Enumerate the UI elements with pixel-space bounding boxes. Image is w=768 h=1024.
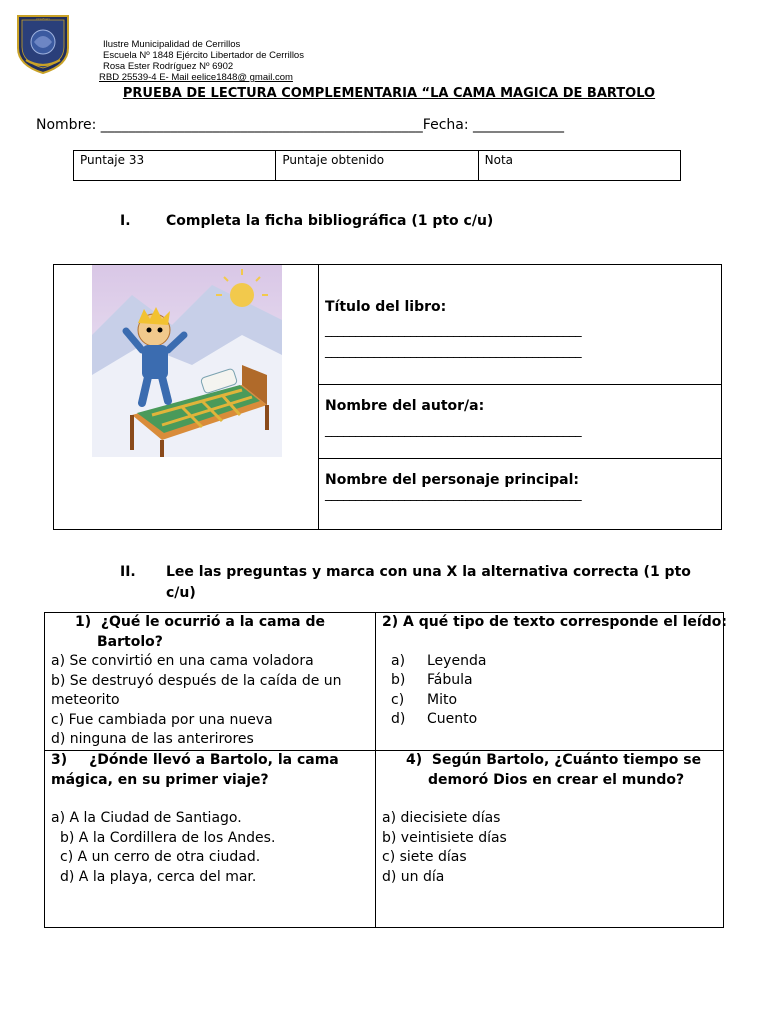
header-municipality: Ilustre Municipalidad de Cerrillos: [103, 39, 241, 50]
author-cell: [319, 385, 721, 459]
q2-option-b[interactable]: [382, 671, 717, 691]
q3-option-d[interactable]: d) A la playa, cerca del mar.: [60, 868, 257, 885]
question-3-cell: [45, 751, 376, 927]
section-1-text: Completa la ficha bibliográfica (1 pto c/u): [166, 213, 494, 229]
score-obtained[interactable]: Puntaje obtenido: [276, 151, 478, 180]
section-2-text-line2: c/u): [166, 585, 196, 601]
section-1-number: I.: [120, 213, 131, 229]
question-1-number: 1): [75, 614, 92, 630]
bibliographic-card: [53, 264, 722, 530]
score-grade[interactable]: Nota: [484, 153, 514, 167]
test-title: PRUEBA DE LECTURA COMPLEMENTARIA “LA CAMA MAGICA DE BARTOLO: [122, 86, 656, 101]
q1-option-d[interactable]: d) ninguna de las anterirores: [51, 731, 254, 747]
question-2-cell: [376, 613, 727, 751]
school-crest-icon: [16, 14, 70, 74]
question-4-line2: demoró Dios en crear el mundo?: [428, 771, 685, 788]
section-2-number: II.: [120, 564, 136, 580]
bartolo-bed-illustration-icon: [92, 265, 282, 457]
q3-option-b[interactable]: b) A la Cordillera de los Andes.: [60, 829, 276, 846]
book-title-cell: [319, 265, 721, 385]
q2-option-d-key: d): [391, 711, 406, 727]
q4-option-c[interactable]: c) siete días: [382, 849, 467, 865]
question-3-text: [51, 751, 369, 771]
book-title-blank-1[interactable]: __________________________________________: [325, 323, 582, 338]
crest-text: COLEGIO: [36, 17, 50, 21]
section-1-heading: [120, 213, 493, 229]
q4-option-b[interactable]: b) veintisiete días: [382, 829, 507, 846]
question-1-line1: ¿Qué le ocurrió a la cama de: [100, 614, 326, 630]
question-2-text: 2) A qué tipo de texto corresponde el leído:: [382, 614, 727, 630]
q2-option-c[interactable]: [382, 691, 717, 711]
question-4-cell: [376, 751, 723, 927]
q2-option-c-label: Mito: [427, 691, 458, 708]
q3-option-a[interactable]: a) A la Ciudad de Santiago.: [51, 810, 242, 826]
main-character-blank[interactable]: __________________________________________: [325, 487, 582, 502]
q2-option-a-label: Leyenda: [427, 652, 487, 669]
name-date-line[interactable]: Nombre: ______________________________________________Fecha: _____________: [36, 117, 565, 133]
question-4-number: 4): [406, 752, 423, 768]
q2-option-a-key: a): [391, 652, 406, 669]
book-title-label: Título del libro:: [325, 299, 447, 315]
section-2-text-line1: Lee las preguntas y marca con una X la alternativa correcta (1 pto: [166, 564, 691, 580]
question-1-line2: Bartolo?: [97, 633, 163, 650]
section-2-heading: [120, 562, 691, 604]
question-3-line1: ¿Dónde llevó a Bartolo, la cama: [89, 752, 339, 768]
question-4-text: [382, 751, 717, 771]
book-title-blank-2[interactable]: __________________________________________: [325, 344, 582, 359]
question-4-line1: Según Bartolo, ¿Cuánto tiempo se: [431, 752, 702, 768]
main-character-label: Nombre del personaje principal:: [325, 472, 580, 488]
q2-option-d-label: Cuento: [427, 711, 478, 727]
questions-table: [44, 612, 727, 928]
q2-option-c-key: c): [391, 691, 405, 708]
header-school: Escuela Nº 1848 Ejército Libertador de Cerrillos: [103, 50, 304, 61]
q2-option-b-label: Fábula: [427, 672, 473, 688]
q2-option-a[interactable]: [382, 652, 717, 672]
q4-option-a[interactable]: a) diecisiete días: [382, 810, 501, 826]
header-address: Rosa Ester Rodríguez Nº 6902: [103, 61, 234, 72]
q4-option-d[interactable]: d) un día: [382, 868, 445, 885]
q1-option-b[interactable]: b) Se destruyó después de la caída de un: [51, 672, 342, 689]
question-1-cell: [45, 613, 376, 751]
question-1-text: [51, 613, 369, 633]
q1-option-c[interactable]: c) Fue cambiada por una nueva: [51, 711, 273, 728]
q1-option-b-continued[interactable]: meteorito: [51, 692, 120, 708]
q1-option-a[interactable]: a) Se convirtió en una cama voladora: [51, 653, 314, 669]
score-table: [73, 150, 681, 181]
main-character-cell: [319, 459, 721, 530]
author-blank[interactable]: __________________________________________: [325, 423, 582, 438]
author-label: Nombre del autor/a:: [325, 398, 485, 414]
illustration-cell: [54, 265, 319, 529]
q2-option-b-key: b): [391, 672, 406, 688]
header-rbd-email: RBD 25539-4 E- Mail eelice1848@ gmail.com: [99, 72, 293, 83]
q3-option-c[interactable]: c) A un cerro de otra ciudad.: [60, 849, 261, 865]
q2-option-d[interactable]: [382, 710, 717, 730]
question-3-number: 3): [51, 752, 68, 768]
score-total: Puntaje 33: [74, 151, 276, 180]
question-3-line2: mágica, en su primer viaje?: [51, 771, 269, 788]
